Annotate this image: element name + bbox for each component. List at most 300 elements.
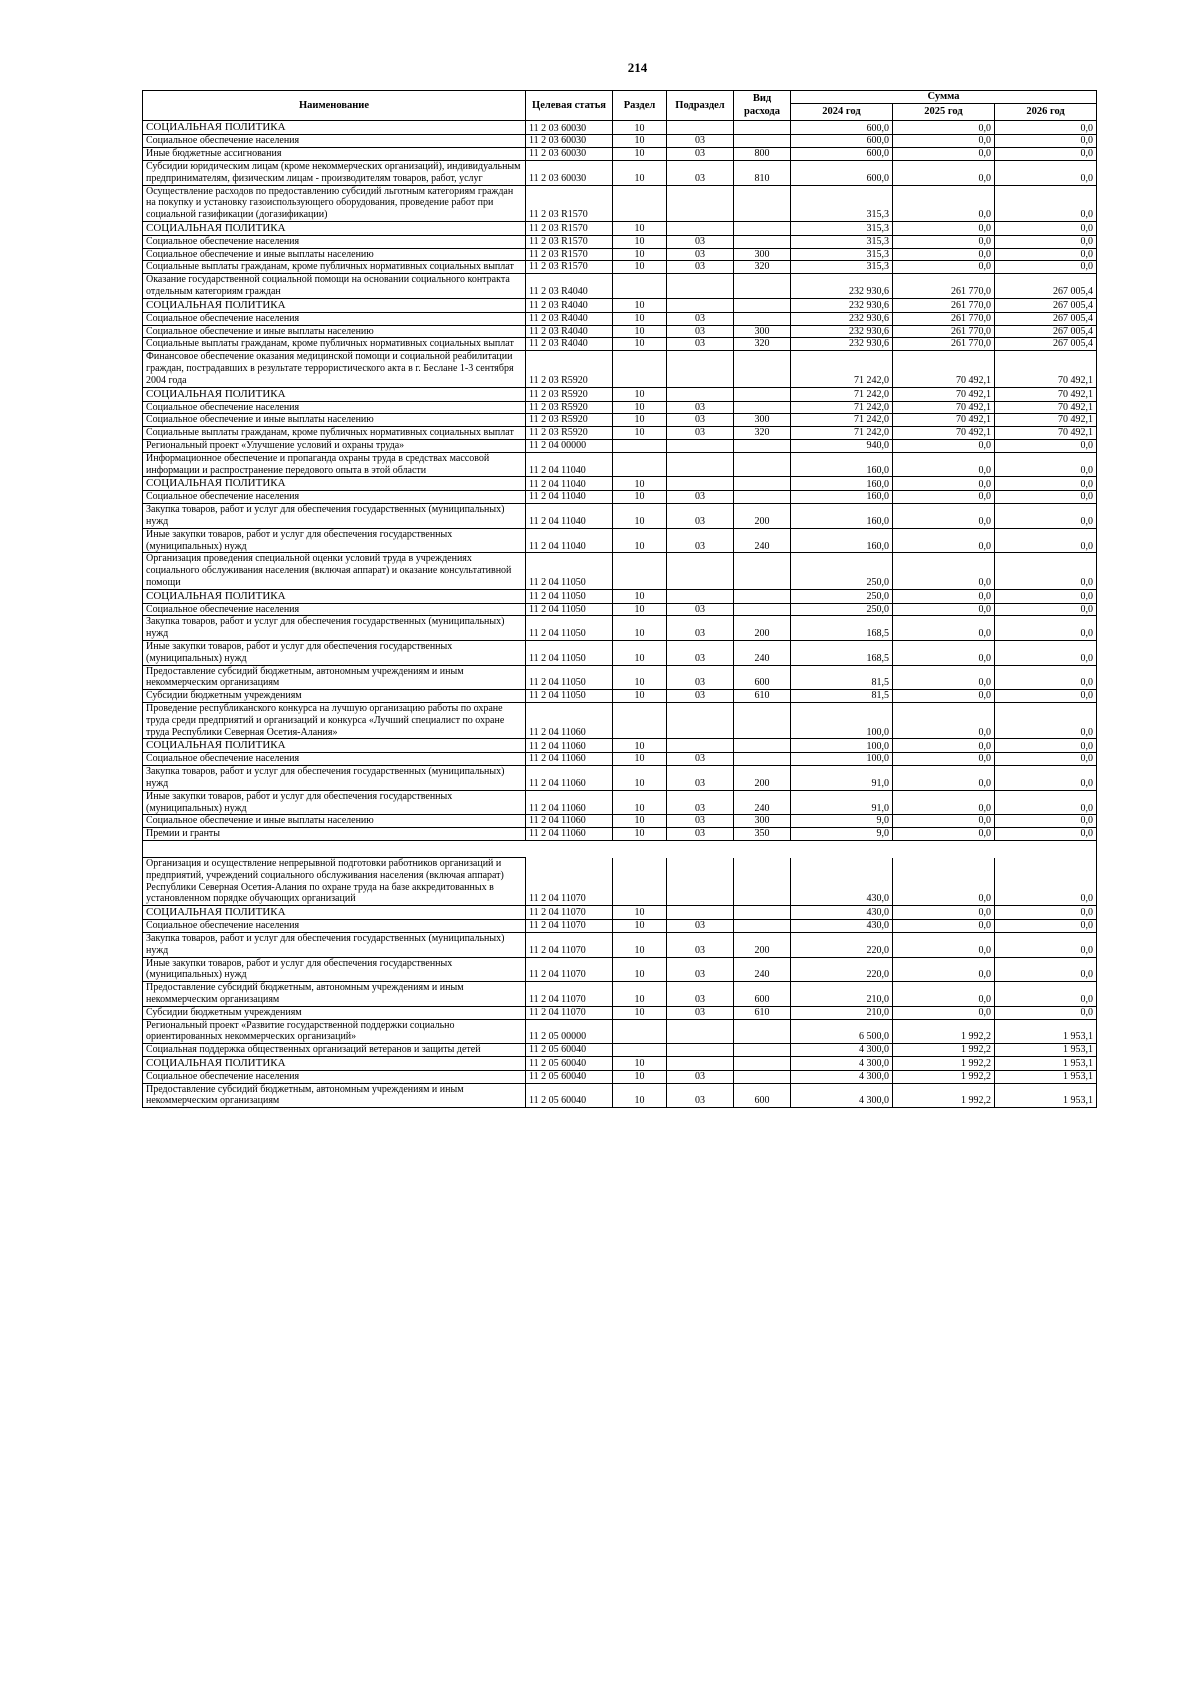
- cell-2025: 0,0: [893, 703, 995, 739]
- cell-2024: 91,0: [791, 766, 893, 791]
- cell-2024: 232 930,6: [791, 325, 893, 338]
- cell-2026: 0,0: [995, 957, 1097, 982]
- cell-expense-type: 600: [734, 1083, 791, 1108]
- cell-target: 11 2 03 R5920: [526, 427, 613, 440]
- cell-subsection: 03: [667, 920, 734, 933]
- cell-2024: 4 300,0: [791, 1083, 893, 1108]
- cell-expense-type: 600: [734, 665, 791, 690]
- cell-subsection: 03: [667, 148, 734, 161]
- cell-2024: 210,0: [791, 1006, 893, 1019]
- cell-section: 10: [613, 790, 667, 815]
- cell-name: Финансовое обеспечение оказания медицинской помощи и социальной реабилитации граждан, пострадавших в результате террористического акта в г. Беслане 1-3 сентября 2004 года: [143, 351, 526, 387]
- table-row: [143, 920, 1097, 933]
- cell-expense-type: [734, 185, 791, 221]
- table-row: [143, 603, 1097, 616]
- cell-section: 10: [613, 665, 667, 690]
- cell-2025: 0,0: [893, 452, 995, 477]
- cell-name: Социальное обеспечение населения: [143, 401, 526, 414]
- table-row: [143, 439, 1097, 452]
- cell-section: 10: [613, 920, 667, 933]
- cell-target: 11 2 04 11040: [526, 528, 613, 553]
- cell-2025: 0,0: [893, 616, 995, 641]
- cell-expense-type: [734, 312, 791, 325]
- cell-2024: 160,0: [791, 528, 893, 553]
- cell-subsection: 03: [667, 665, 734, 690]
- cell-2024: 250,0: [791, 553, 893, 589]
- cell-expense-type: 610: [734, 690, 791, 703]
- cell-target: 11 2 03 R5920: [526, 401, 613, 414]
- cell-subsection: [667, 477, 734, 491]
- cell-subsection: 03: [667, 528, 734, 553]
- cell-expense-type: [734, 1056, 791, 1070]
- cell-2025: 0,0: [893, 739, 995, 753]
- cell-2025: 0,0: [893, 135, 995, 148]
- cell-2025: 0,0: [893, 982, 995, 1007]
- cell-2025: 261 770,0: [893, 338, 995, 351]
- cell-2024: 71 242,0: [791, 351, 893, 387]
- cell-2024: 940,0: [791, 439, 893, 452]
- cell-expense-type: [734, 553, 791, 589]
- cell-section: 10: [613, 338, 667, 351]
- table-row: [143, 906, 1097, 920]
- cell-name: Социальное обеспечение и иные выплаты населению: [143, 248, 526, 261]
- cell-section: [613, 1044, 667, 1057]
- table-row: [143, 589, 1097, 603]
- cell-section: 10: [613, 828, 667, 841]
- table-row: [143, 401, 1097, 414]
- cell-2026: 0,0: [995, 906, 1097, 920]
- cell-2024: 210,0: [791, 982, 893, 1007]
- cell-name: Субсидии бюджетным учреждениям: [143, 1006, 526, 1019]
- cell-name: Социальное обеспечение населения: [143, 753, 526, 766]
- cell-2025: 261 770,0: [893, 274, 995, 299]
- table-row: [143, 790, 1097, 815]
- cell-2025: 0,0: [893, 261, 995, 274]
- cell-subsection: 03: [667, 1070, 734, 1083]
- cell-name: Социальное обеспечение и иные выплаты населению: [143, 325, 526, 338]
- cell-section: 10: [613, 957, 667, 982]
- cell-2026: 267 005,4: [995, 274, 1097, 299]
- cell-2026: 0,0: [995, 261, 1097, 274]
- cell-subsection: 03: [667, 828, 734, 841]
- cell-section: 10: [613, 753, 667, 766]
- cell-subsection: [667, 185, 734, 221]
- cell-target: 11 2 04 11040: [526, 477, 613, 491]
- cell-2026: 1 953,1: [995, 1056, 1097, 1070]
- cell-2024: 71 242,0: [791, 401, 893, 414]
- cell-subsection: [667, 351, 734, 387]
- cell-name: Премии и гранты: [143, 828, 526, 841]
- cell-section: [613, 1019, 667, 1044]
- cell-2024: 232 930,6: [791, 338, 893, 351]
- cell-subsection: 03: [667, 690, 734, 703]
- cell-2026: 0,0: [995, 148, 1097, 161]
- cell-2026: 0,0: [995, 439, 1097, 452]
- cell-2025: 0,0: [893, 665, 995, 690]
- cell-name: Социальное обеспечение населения: [143, 920, 526, 933]
- cell-section: 10: [613, 427, 667, 440]
- cell-2026: 0,0: [995, 982, 1097, 1007]
- cell-subsection: [667, 1056, 734, 1070]
- cell-expense-type: [734, 452, 791, 477]
- cell-2026: 0,0: [995, 135, 1097, 148]
- cell-name: Субсидии бюджетным учреждениям: [143, 690, 526, 703]
- cell-name: СОЦИАЛЬНАЯ ПОЛИТИКА: [143, 589, 526, 603]
- cell-target: 11 2 04 11060: [526, 766, 613, 791]
- table-row: [143, 815, 1097, 828]
- table-row: [143, 932, 1097, 957]
- cell-2026: 0,0: [995, 504, 1097, 529]
- cell-2025: 0,0: [893, 235, 995, 248]
- cell-name: Социальное обеспечение населения: [143, 1070, 526, 1083]
- cell-target: 11 2 04 11050: [526, 641, 613, 666]
- cell-2025: 0,0: [893, 753, 995, 766]
- cell-target: 11 2 03 R4040: [526, 338, 613, 351]
- cell-2025: 0,0: [893, 690, 995, 703]
- cell-2024: 600,0: [791, 135, 893, 148]
- cell-section: 10: [613, 148, 667, 161]
- cell-expense-type: [734, 739, 791, 753]
- cell-name: СОЦИАЛЬНАЯ ПОЛИТИКА: [143, 477, 526, 491]
- cell-section: 10: [613, 221, 667, 235]
- cell-section: 10: [613, 261, 667, 274]
- cell-2024: 4 300,0: [791, 1056, 893, 1070]
- cell-target: 11 2 03 R4040: [526, 274, 613, 299]
- cell-subsection: 03: [667, 401, 734, 414]
- cell-2025: 70 492,1: [893, 351, 995, 387]
- cell-section: [613, 351, 667, 387]
- cell-2024: 168,5: [791, 616, 893, 641]
- cell-2024: 9,0: [791, 815, 893, 828]
- cell-2026: 267 005,4: [995, 298, 1097, 312]
- cell-name: Субсидии юридическим лицам (кроме некоммерческих организаций), индивидуальным предпринимателям, физическим лицам - производителям товаров, работ, услуг: [143, 160, 526, 185]
- cell-subsection: 03: [667, 753, 734, 766]
- cell-name: Региональный проект «Улучшение условий и охраны труда»: [143, 439, 526, 452]
- header-subsection: Подраздел: [667, 91, 734, 121]
- cell-expense-type: 300: [734, 325, 791, 338]
- cell-2025: 261 770,0: [893, 298, 995, 312]
- cell-2024: 232 930,6: [791, 298, 893, 312]
- cell-2025: 70 492,1: [893, 387, 995, 401]
- header-sum: Сумма: [791, 91, 1097, 104]
- table-row: [143, 338, 1097, 351]
- cell-2026: 0,0: [995, 248, 1097, 261]
- cell-2026: 0,0: [995, 665, 1097, 690]
- cell-expense-type: [734, 703, 791, 739]
- cell-2026: 0,0: [995, 528, 1097, 553]
- cell-expense-type: 200: [734, 616, 791, 641]
- cell-expense-type: [734, 121, 791, 135]
- cell-subsection: 03: [667, 504, 734, 529]
- cell-2025: 0,0: [893, 957, 995, 982]
- cell-expense-type: [734, 439, 791, 452]
- cell-target: 11 2 03 60030: [526, 135, 613, 148]
- cell-name: Закупка товаров, работ и услуг для обеспечения государственных (муниципальных) нужд: [143, 616, 526, 641]
- cell-2025: 261 770,0: [893, 312, 995, 325]
- table-row: [143, 387, 1097, 401]
- cell-target: 11 2 04 11060: [526, 703, 613, 739]
- cell-name: Иные бюджетные ассигнования: [143, 148, 526, 161]
- cell-2025: 0,0: [893, 477, 995, 491]
- cell-2026: 1 953,1: [995, 1070, 1097, 1083]
- cell-name: Социальное обеспечение населения: [143, 235, 526, 248]
- cell-section: 10: [613, 616, 667, 641]
- cell-expense-type: [734, 1044, 791, 1057]
- cell-2024: 6 500,0: [791, 1019, 893, 1044]
- cell-2024: 81,5: [791, 665, 893, 690]
- table-row: [143, 185, 1097, 221]
- cell-target: 11 2 04 11060: [526, 790, 613, 815]
- cell-target: 11 2 03 60030: [526, 148, 613, 161]
- header-2025: 2025 год: [893, 104, 995, 121]
- table-row: [143, 1083, 1097, 1108]
- header-target: Целевая статья: [526, 91, 613, 121]
- cell-section: 10: [613, 528, 667, 553]
- cell-section: 10: [613, 739, 667, 753]
- cell-2025: 0,0: [893, 589, 995, 603]
- table-row: [143, 325, 1097, 338]
- cell-2025: 0,0: [893, 815, 995, 828]
- cell-2026: 0,0: [995, 221, 1097, 235]
- table-body: [143, 121, 1097, 1108]
- cell-name: Иные закупки товаров, работ и услуг для обеспечения государственных (муниципальных) нужд: [143, 641, 526, 666]
- cell-2026: 0,0: [995, 235, 1097, 248]
- cell-section: [613, 858, 667, 906]
- cell-expense-type: 800: [734, 148, 791, 161]
- table-row: [143, 274, 1097, 299]
- cell-section: 10: [613, 641, 667, 666]
- cell-name: Социальное обеспечение населения: [143, 312, 526, 325]
- cell-subsection: [667, 439, 734, 452]
- cell-name: СОЦИАЛЬНАЯ ПОЛИТИКА: [143, 387, 526, 401]
- cell-2026: 0,0: [995, 753, 1097, 766]
- header-section: Раздел: [613, 91, 667, 121]
- cell-2024: 232 930,6: [791, 274, 893, 299]
- table-row: [143, 351, 1097, 387]
- table-row: [143, 1056, 1097, 1070]
- table-row: [143, 135, 1097, 148]
- cell-target: 11 2 03 R4040: [526, 312, 613, 325]
- cell-name: Социальное обеспечение населения: [143, 603, 526, 616]
- cell-section: 10: [613, 325, 667, 338]
- cell-2024: 71 242,0: [791, 414, 893, 427]
- cell-2026: 0,0: [995, 828, 1097, 841]
- table-row: [143, 248, 1097, 261]
- cell-2024: 315,3: [791, 248, 893, 261]
- cell-name: Иные закупки товаров, работ и услуг для обеспечения государственных (муниципальных) нужд: [143, 957, 526, 982]
- cell-subsection: 03: [667, 766, 734, 791]
- cell-subsection: [667, 221, 734, 235]
- cell-target: 11 2 04 11070: [526, 957, 613, 982]
- cell-subsection: [667, 452, 734, 477]
- cell-2025: 70 492,1: [893, 401, 995, 414]
- cell-section: [613, 703, 667, 739]
- cell-subsection: 03: [667, 982, 734, 1007]
- cell-2026: 0,0: [995, 185, 1097, 221]
- cell-expense-type: 300: [734, 414, 791, 427]
- cell-subsection: 03: [667, 815, 734, 828]
- cell-section: 10: [613, 414, 667, 427]
- cell-section: 10: [613, 1056, 667, 1070]
- cell-target: 11 2 03 R4040: [526, 298, 613, 312]
- cell-expense-type: [734, 1070, 791, 1083]
- cell-expense-type: 240: [734, 641, 791, 666]
- cell-section: 10: [613, 298, 667, 312]
- table-row: [143, 261, 1097, 274]
- cell-section: [613, 185, 667, 221]
- cell-section: [613, 439, 667, 452]
- cell-name: СОЦИАЛЬНАЯ ПОЛИТИКА: [143, 906, 526, 920]
- cell-subsection: 03: [667, 261, 734, 274]
- table-row: [143, 427, 1097, 440]
- cell-subsection: [667, 298, 734, 312]
- cell-2026: 1 953,1: [995, 1083, 1097, 1108]
- cell-target: 11 2 04 11060: [526, 753, 613, 766]
- table-row: [143, 1044, 1097, 1057]
- cell-target: 11 2 04 11070: [526, 932, 613, 957]
- cell-subsection: [667, 1044, 734, 1057]
- cell-name: Региональный проект «Развитие государственной поддержки социально ориентированных некоммерческих организаций»: [143, 1019, 526, 1044]
- cell-expense-type: [734, 351, 791, 387]
- cell-2026: 70 492,1: [995, 427, 1097, 440]
- cell-target: 11 2 04 11040: [526, 504, 613, 529]
- cell-target: 11 2 04 11050: [526, 589, 613, 603]
- table-row: [143, 1006, 1097, 1019]
- cell-2024: 160,0: [791, 491, 893, 504]
- cell-name: Социальные выплаты гражданам, кроме публичных нормативных социальных выплат: [143, 338, 526, 351]
- cell-section: 10: [613, 766, 667, 791]
- header-2026: 2026 год: [995, 104, 1097, 121]
- cell-target: 11 2 04 11050: [526, 616, 613, 641]
- cell-section: 10: [613, 121, 667, 135]
- cell-2025: 0,0: [893, 858, 995, 906]
- cell-section: 10: [613, 815, 667, 828]
- cell-2026: 267 005,4: [995, 312, 1097, 325]
- cell-2025: 1 992,2: [893, 1070, 995, 1083]
- cell-name: Осуществление расходов по предоставлению субсидий льготным категориям граждан на покупку и установку газоиспользующего оборудования, проведение работ при социальной газификации (догазификации): [143, 185, 526, 221]
- cell-2024: 430,0: [791, 858, 893, 906]
- cell-subsection: 03: [667, 312, 734, 325]
- cell-target: 11 2 04 11070: [526, 906, 613, 920]
- cell-expense-type: [734, 298, 791, 312]
- cell-2025: 0,0: [893, 504, 995, 529]
- cell-2025: 261 770,0: [893, 325, 995, 338]
- cell-target: 11 2 03 R1570: [526, 235, 613, 248]
- cell-2025: 0,0: [893, 160, 995, 185]
- cell-target: 11 2 04 11060: [526, 828, 613, 841]
- table-row: [143, 690, 1097, 703]
- cell-2025: 0,0: [893, 906, 995, 920]
- cell-name: СОЦИАЛЬНАЯ ПОЛИТИКА: [143, 1056, 526, 1070]
- cell-name: Закупка товаров, работ и услуг для обеспечения государственных (муниципальных) нужд: [143, 766, 526, 791]
- cell-2025: 0,0: [893, 221, 995, 235]
- cell-expense-type: 240: [734, 790, 791, 815]
- cell-section: 10: [613, 603, 667, 616]
- cell-section: 10: [613, 248, 667, 261]
- cell-2024: 100,0: [791, 739, 893, 753]
- cell-2026: 0,0: [995, 766, 1097, 791]
- cell-target: 11 2 04 11060: [526, 739, 613, 753]
- cell-2026: 0,0: [995, 815, 1097, 828]
- cell-2026: 0,0: [995, 703, 1097, 739]
- cell-expense-type: [734, 920, 791, 933]
- cell-2026: 0,0: [995, 690, 1097, 703]
- cell-subsection: 03: [667, 1083, 734, 1108]
- cell-2025: 0,0: [893, 528, 995, 553]
- cell-name: Социальное обеспечение населения: [143, 135, 526, 148]
- cell-2024: 250,0: [791, 603, 893, 616]
- cell-2024: 600,0: [791, 148, 893, 161]
- cell-2026: 70 492,1: [995, 351, 1097, 387]
- cell-name: Информационное обеспечение и пропаганда охраны труда в средствах массовой информации и распространение передового опыта в этой области: [143, 452, 526, 477]
- cell-subsection: 03: [667, 616, 734, 641]
- table-row: [143, 665, 1097, 690]
- cell-target: 11 2 04 11050: [526, 603, 613, 616]
- cell-target: 11 2 04 11040: [526, 491, 613, 504]
- table-row: [143, 1070, 1097, 1083]
- cell-2024: 100,0: [791, 753, 893, 766]
- cell-2026: 0,0: [995, 932, 1097, 957]
- cell-expense-type: 200: [734, 766, 791, 791]
- cell-name: Социальное обеспечение и иные выплаты населению: [143, 815, 526, 828]
- table-row: [143, 477, 1097, 491]
- table-row: [143, 616, 1097, 641]
- cell-2024: 315,3: [791, 261, 893, 274]
- cell-2026: 0,0: [995, 739, 1097, 753]
- cell-section: 10: [613, 312, 667, 325]
- cell-2024: 430,0: [791, 920, 893, 933]
- cell-target: 11 2 04 11040: [526, 452, 613, 477]
- cell-expense-type: [734, 387, 791, 401]
- cell-expense-type: [734, 491, 791, 504]
- cell-expense-type: [734, 135, 791, 148]
- cell-2026: 70 492,1: [995, 401, 1097, 414]
- cell-subsection: 03: [667, 135, 734, 148]
- cell-name: Социальная поддержка общественных организаций ветеранов и защиты детей: [143, 1044, 526, 1057]
- cell-2026: 0,0: [995, 121, 1097, 135]
- cell-2026: 0,0: [995, 616, 1097, 641]
- cell-2024: 4 300,0: [791, 1070, 893, 1083]
- cell-2024: 91,0: [791, 790, 893, 815]
- cell-subsection: [667, 858, 734, 906]
- cell-2026: 0,0: [995, 858, 1097, 906]
- cell-2025: 1 992,2: [893, 1056, 995, 1070]
- cell-expense-type: 300: [734, 815, 791, 828]
- cell-2026: 0,0: [995, 920, 1097, 933]
- cell-expense-type: 320: [734, 261, 791, 274]
- cell-2026: 267 005,4: [995, 325, 1097, 338]
- cell-2024: 600,0: [791, 160, 893, 185]
- cell-2025: 0,0: [893, 553, 995, 589]
- table-row: [143, 491, 1097, 504]
- cell-2024: 160,0: [791, 504, 893, 529]
- cell-2025: 70 492,1: [893, 414, 995, 427]
- header-2024: 2024 год: [791, 104, 893, 121]
- table-row: [143, 828, 1097, 841]
- cell-2025: 0,0: [893, 641, 995, 666]
- cell-expense-type: 610: [734, 1006, 791, 1019]
- cell-target: 11 2 03 R5920: [526, 351, 613, 387]
- cell-section: 10: [613, 504, 667, 529]
- table-row: [143, 298, 1097, 312]
- table-row: [143, 121, 1097, 135]
- cell-section: 10: [613, 135, 667, 148]
- cell-section: 10: [613, 160, 667, 185]
- cell-2025: 0,0: [893, 828, 995, 841]
- table-row: [143, 160, 1097, 185]
- cell-expense-type: [734, 274, 791, 299]
- table-row: [143, 312, 1097, 325]
